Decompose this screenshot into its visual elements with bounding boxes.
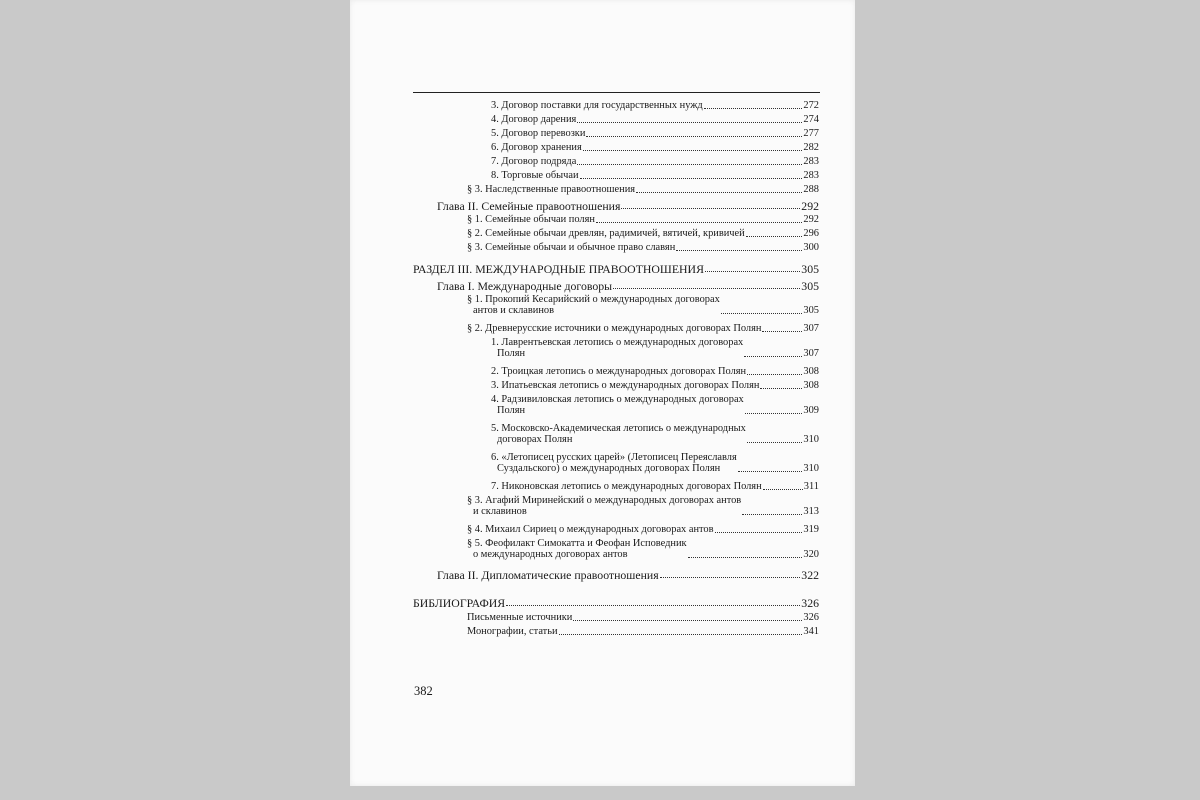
toc-entry: [491, 381, 819, 392]
toc-entry-title: [467, 243, 675, 254]
toc-entry-page: 308: [803, 366, 819, 377]
toc-dot-leader: [742, 514, 802, 515]
toc-entry-title: [467, 613, 572, 624]
toc-dot-leader: [636, 192, 802, 193]
toc-entry-line: 2. Троицкая летопись о международных договорах Полян: [491, 366, 747, 377]
toc-dot-leader: [676, 250, 802, 251]
toc-entry-page: 309: [803, 404, 819, 416]
toc-dot-leader: [747, 442, 803, 443]
toc-dot-leader: [760, 388, 802, 389]
toc-entry: [437, 280, 819, 292]
toc-entry-page: 307: [803, 323, 819, 334]
toc-entry-line: 7. Никоновская летопись о международных договорах Полян: [491, 481, 762, 492]
toc-entry-title: [413, 263, 704, 275]
toc-entry-line: 4. Радзивиловская летопись о международных договорах: [491, 394, 744, 405]
toc-entry-line: Полян: [497, 347, 526, 359]
toc-entry-line: § 5. Феофилакт Симокатта и Феофан Исповедник: [467, 538, 687, 549]
toc-entry-title: [491, 157, 576, 168]
toc-dot-leader: [583, 150, 803, 151]
toc-entry-line: Глава II. Дипломатические правоотношения: [437, 568, 659, 582]
toc-entry-line: 5. Московско-Академическая летопись о международных: [491, 423, 746, 434]
toc-entry: [491, 115, 819, 126]
toc-entry-title: [467, 215, 595, 226]
toc-dot-leader: [744, 356, 802, 357]
toc-entry: [413, 263, 819, 275]
toc-entry-title: [491, 367, 746, 378]
toc-entry: [491, 157, 819, 168]
toc-entry-page: 320: [803, 548, 819, 560]
toc-entry-page: 274: [803, 114, 819, 125]
toc-entry-page: 319: [803, 524, 819, 535]
toc-dot-leader: [660, 577, 801, 578]
toc-entry: [491, 367, 819, 378]
toc-entry-line: Монографии, статьи: [467, 626, 558, 637]
toc-entry-line: § 3. Семейные обычаи и обычное право славян: [467, 242, 676, 253]
toc-dot-leader: [580, 178, 803, 179]
toc-dot-leader: [721, 313, 803, 314]
toc-entry-page: 277: [803, 128, 819, 139]
toc-entry-title: [437, 569, 659, 581]
toc-entry-line: БИБЛИОГРАФИЯ: [413, 596, 506, 610]
toc-entry: [467, 627, 819, 638]
toc-dot-leader: [745, 413, 803, 414]
toc-entry-title: [491, 395, 744, 417]
toc-dot-leader: [586, 136, 802, 137]
toc-dot-leader: [705, 271, 800, 272]
toc-entry: [437, 569, 819, 581]
toc-entry-page: 288: [803, 184, 819, 195]
toc-entry: [491, 171, 819, 182]
toc-entry-line: 1. Лаврентьевская летопись о международных договорах: [491, 337, 744, 348]
toc-dot-leader: [559, 634, 803, 635]
toc-entry: [491, 453, 819, 475]
toc-entry-title: [467, 295, 720, 317]
toc-dot-leader: [688, 557, 803, 558]
toc-entry: [491, 482, 819, 493]
toc-dot-leader: [573, 620, 802, 621]
toc-entry-line: о международных договорах антов: [473, 548, 628, 560]
toc-entry-title: [467, 627, 558, 638]
toc-entry-line: § 3. Наследственные правоотношения: [467, 184, 636, 195]
toc-entry-page: 292: [803, 214, 819, 225]
toc-entry: [467, 243, 819, 254]
toc-entry-title: [413, 597, 505, 609]
toc-dot-leader: [704, 108, 803, 109]
toc-entry-title: [491, 453, 737, 475]
toc-entry-line: Полян: [497, 404, 526, 416]
toc-dot-leader: [738, 471, 803, 472]
toc-entry-title: [467, 185, 635, 196]
toc-entry-title: [491, 129, 585, 140]
toc-entry-page: 322: [801, 568, 819, 582]
toc-entry-line: § 3. Агафий Миринейский о международных договорах антов: [467, 495, 742, 506]
toc-entry-title: [467, 525, 714, 536]
toc-entry: [413, 597, 819, 609]
toc-dot-leader: [747, 374, 802, 375]
toc-entry-title: [467, 324, 761, 335]
toc-entry-line: § 1. Прокопий Кесарийский о международных договорах: [467, 294, 720, 305]
toc-dot-leader: [577, 164, 802, 165]
toc-entry-title: [467, 229, 745, 240]
toc-entry-page: 272: [803, 100, 819, 111]
toc-entry-page: 308: [803, 380, 819, 391]
toc-dot-leader: [506, 605, 800, 606]
toc-entry: [467, 525, 819, 536]
toc-entry-page: 283: [803, 170, 819, 181]
toc-dot-leader: [715, 532, 803, 533]
toc-entry-line: 4. Договор дарения: [491, 114, 577, 125]
toc-entry-page: 326: [803, 612, 819, 623]
toc-dot-leader: [763, 489, 803, 490]
toc-entry-line: § 2. Древнерусские источники о международных договорах Полян: [467, 323, 762, 334]
toc-entry: [467, 185, 819, 196]
toc-entry-title: [491, 338, 743, 360]
toc-entry-line: Письменные источники: [467, 612, 573, 623]
toc-entry-title: [491, 482, 762, 493]
toc-entry: [467, 215, 819, 226]
toc-entry-line: § 2. Семейные обычаи древлян, радимичей, вятичей, кривичей: [467, 228, 745, 239]
toc-entry: [437, 200, 819, 212]
toc-entry-title: [437, 200, 620, 212]
toc-entry-line: Глава I. Международные договоры: [437, 279, 613, 293]
toc-entry: [467, 295, 819, 317]
toc-entry-line: 3. Ипатьевская летопись о международных договорах Полян: [491, 380, 760, 391]
toc-entry: [491, 129, 819, 140]
toc-dot-leader: [596, 222, 802, 223]
toc-entry: [467, 229, 819, 240]
toc-entry-line: 7. Договор подряда: [491, 156, 577, 167]
toc-entry-line: 6. Договор хранения: [491, 142, 582, 153]
toc-entry-line: Глава II. Семейные правоотношения: [437, 199, 621, 213]
page-number: 382: [414, 684, 433, 698]
toc-entry-line: договорах Полян: [497, 433, 573, 445]
toc-entry: [467, 539, 819, 561]
toc-dot-leader: [746, 236, 803, 237]
toc-entry-title: [491, 101, 703, 112]
toc-entry-page: 310: [803, 433, 819, 445]
toc-entry-line: антов и склавинов: [473, 304, 555, 316]
toc-entry: [491, 338, 819, 360]
toc-entry-line: и склавинов: [473, 505, 527, 517]
toc-entry-line: 5. Договор перевозки: [491, 128, 586, 139]
toc-entry-title: [491, 115, 576, 126]
toc-dot-leader: [577, 122, 802, 123]
toc-entry-page: 326: [801, 596, 819, 610]
toc-entry-line: 3. Договор поставки для государственных нужд: [491, 100, 703, 111]
toc-entry-title: [467, 496, 741, 518]
toc-entry-title: [491, 381, 759, 392]
toc-entry-title: [437, 280, 612, 292]
toc-entry-page: 300: [803, 242, 819, 253]
toc-entry-line: § 1. Семейные обычаи полян: [467, 214, 595, 225]
toc-entry-page: 305: [803, 304, 819, 316]
toc-entry-line: РАЗДЕЛ III. МЕЖДУНАРОДНЫЕ ПРАВООТНОШЕНИЯ: [413, 262, 704, 276]
toc-entry: [467, 613, 819, 624]
toc-entry: [491, 424, 819, 446]
toc-dot-leader: [613, 288, 800, 289]
toc-entry-page: 292: [801, 199, 819, 213]
toc-entry: [467, 496, 819, 518]
toc-dot-leader: [762, 331, 802, 332]
toc-dot-leader: [621, 208, 800, 209]
toc-entry-line: § 4. Михаил Сириец о международных договорах антов: [467, 524, 714, 535]
toc-entry-line: Суздальского) о международных договорах Полян: [497, 462, 721, 474]
toc-entry: [491, 101, 819, 112]
toc-entry-page: 313: [803, 505, 819, 517]
toc-entry-title: [491, 171, 579, 182]
toc-entry-page: 305: [801, 279, 819, 293]
toc-entry: [467, 324, 819, 335]
toc-entry-page: 310: [803, 462, 819, 474]
toc-entry-title: [467, 539, 687, 561]
toc-entry-page: 311: [803, 481, 819, 492]
toc-entry-page: 341: [803, 626, 819, 637]
toc-entry-title: [491, 143, 582, 154]
toc-entry-page: 305: [801, 262, 819, 276]
toc-entry-title: [491, 424, 746, 446]
toc-entry-line: 6. «Летописец русских царей» (Летописец Переяславля: [491, 452, 737, 463]
toc-entry: [491, 395, 819, 417]
toc-entry-page: 283: [803, 156, 819, 167]
toc-entry-page: 296: [803, 228, 819, 239]
toc-entry-page: 282: [803, 142, 819, 153]
toc-entry-page: 307: [803, 347, 819, 359]
toc-entry: [491, 143, 819, 154]
toc-entry-line: 8. Торговые обычаи: [491, 170, 579, 181]
